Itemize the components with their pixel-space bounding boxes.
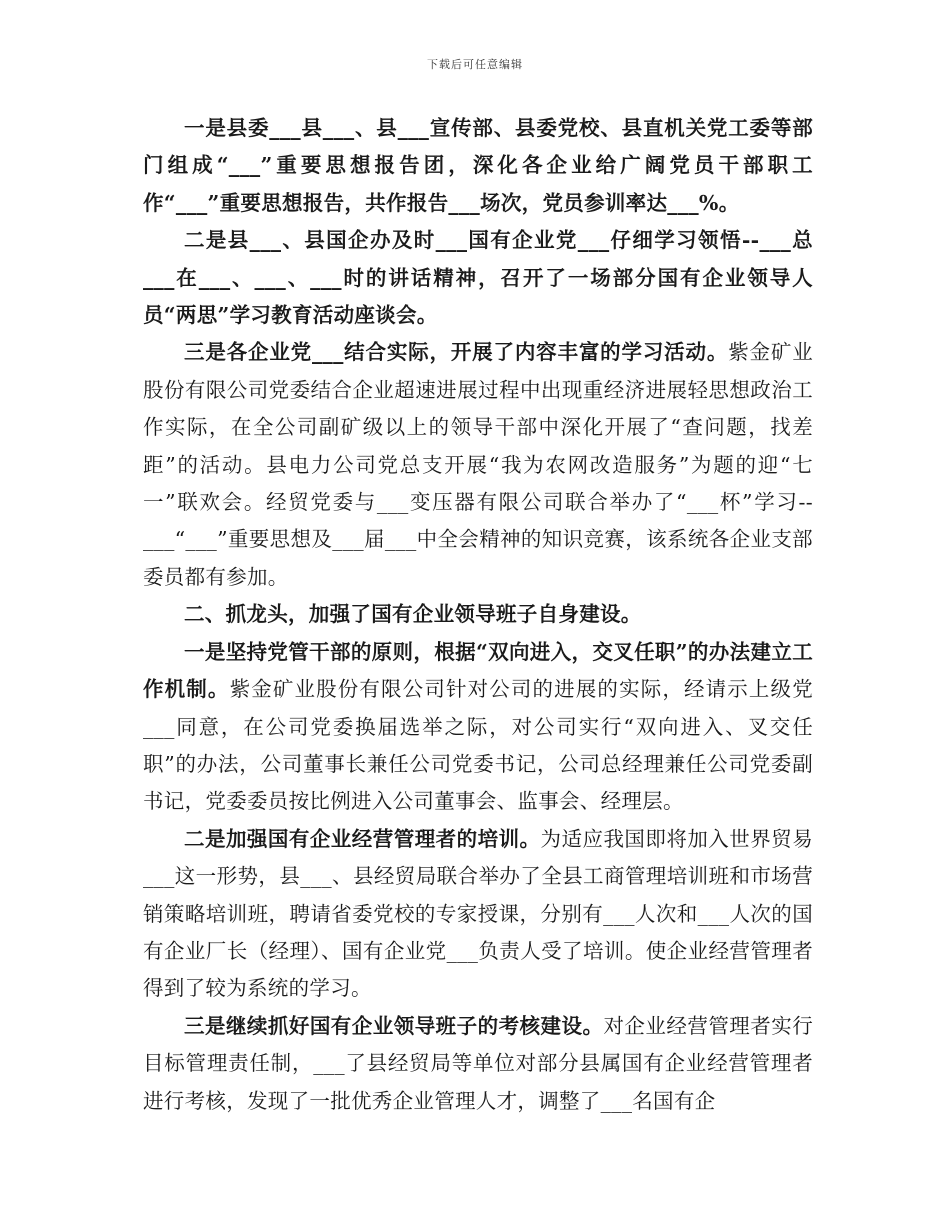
paragraph-7 bbox=[143, 1008, 813, 1120]
paragraph-5-rest: 紫金矿业股份有限公司针对公司的进展的实际，经请示上级党___同意，在公司党委换届选举之际，对公司实行“双向进入、叉交任职”的办法，公司董事长兼任公司党委书记，公司总经理兼任公司党委副书记，党委委员按比例进入公司董事会、监事会、经理层。 bbox=[143, 677, 813, 814]
header-note: 下载后可任意编辑 bbox=[427, 58, 523, 71]
paragraph-6-lead: 二是加强国有企业经营管理者的培训。 bbox=[184, 826, 541, 851]
paragraph-3-lead: 三是各企业党___结合实际，开展了内容丰富的学习活动。 bbox=[184, 340, 729, 365]
document-body bbox=[143, 110, 813, 1120]
paragraph-2-lead: 二是县___、县国企办及时___国有企业党___仔细学习领悟--___总___在___、___、___时的讲话精神，召开了一场部分国有企业领导人员“两思”学习教育活动座谈会。 bbox=[143, 228, 813, 328]
paragraph-1 bbox=[143, 110, 813, 222]
paragraph-5 bbox=[143, 634, 813, 821]
paragraph-5-lead: 一是坚持党管干部的原则，根据“双向进入，交叉任职”的办法建立工作机制。 bbox=[143, 639, 813, 702]
section-heading-2 bbox=[143, 596, 813, 633]
paragraph-3 bbox=[143, 334, 813, 596]
paragraph-6-rest: 为适应我国即将加入世界贸易___这一形势，县___、县经贸局联合举办了全县工商管理培训班和市场营销策略培训班，聘请省委党校的专家授课，分别有___人次和___人次的国有企业厂长（经理）、国有企业党___负责人受了培训。使企业经营管理者得到了较为系统的学习。 bbox=[143, 826, 813, 1001]
paragraph-6 bbox=[143, 821, 813, 1008]
paragraph-2 bbox=[143, 222, 813, 334]
section-heading-2-text: 二、抓龙头，加强了国有企业领导班子自身建设。 bbox=[184, 602, 642, 627]
paragraph-7-lead: 三是继续抓好国有企业领导班子的考核建设。 bbox=[184, 1013, 604, 1038]
paragraph-7-rest: 对企业经营管理者实行目标管理责任制，___了县经贸局等单位对部分县属国有企业经营管理者进行考核，发现了一批优秀企业管理人才，调整了___名国有企 bbox=[143, 1013, 814, 1113]
paragraph-3-rest: 紫金矿业股份有限公司党委结合企业超速进展过程中出现重经济进展轻思想政治工作实际，在全公司副矿级以上的领导干部中深化开展了“查问题，找差距”的活动。县电力公司党总支开展“我为农网改造服务”为题的迎“七一”联欢会。经贸党委与___变压器有限公司联合举办了“___杯”学习--___“___”重要思想及___届___中全会精神的知识竞赛，该系统各企业支部委员都有参加。 bbox=[143, 340, 813, 589]
paragraph-1-lead: 一是县委___县___、县___宣传部、县委党校、县直机关党工委等部门组成“___”重要思想报告团，深化各企业给广阔党员干部职工作“___”重要思想报告，共作报告___场次，党员参训率达___%。 bbox=[143, 116, 813, 215]
